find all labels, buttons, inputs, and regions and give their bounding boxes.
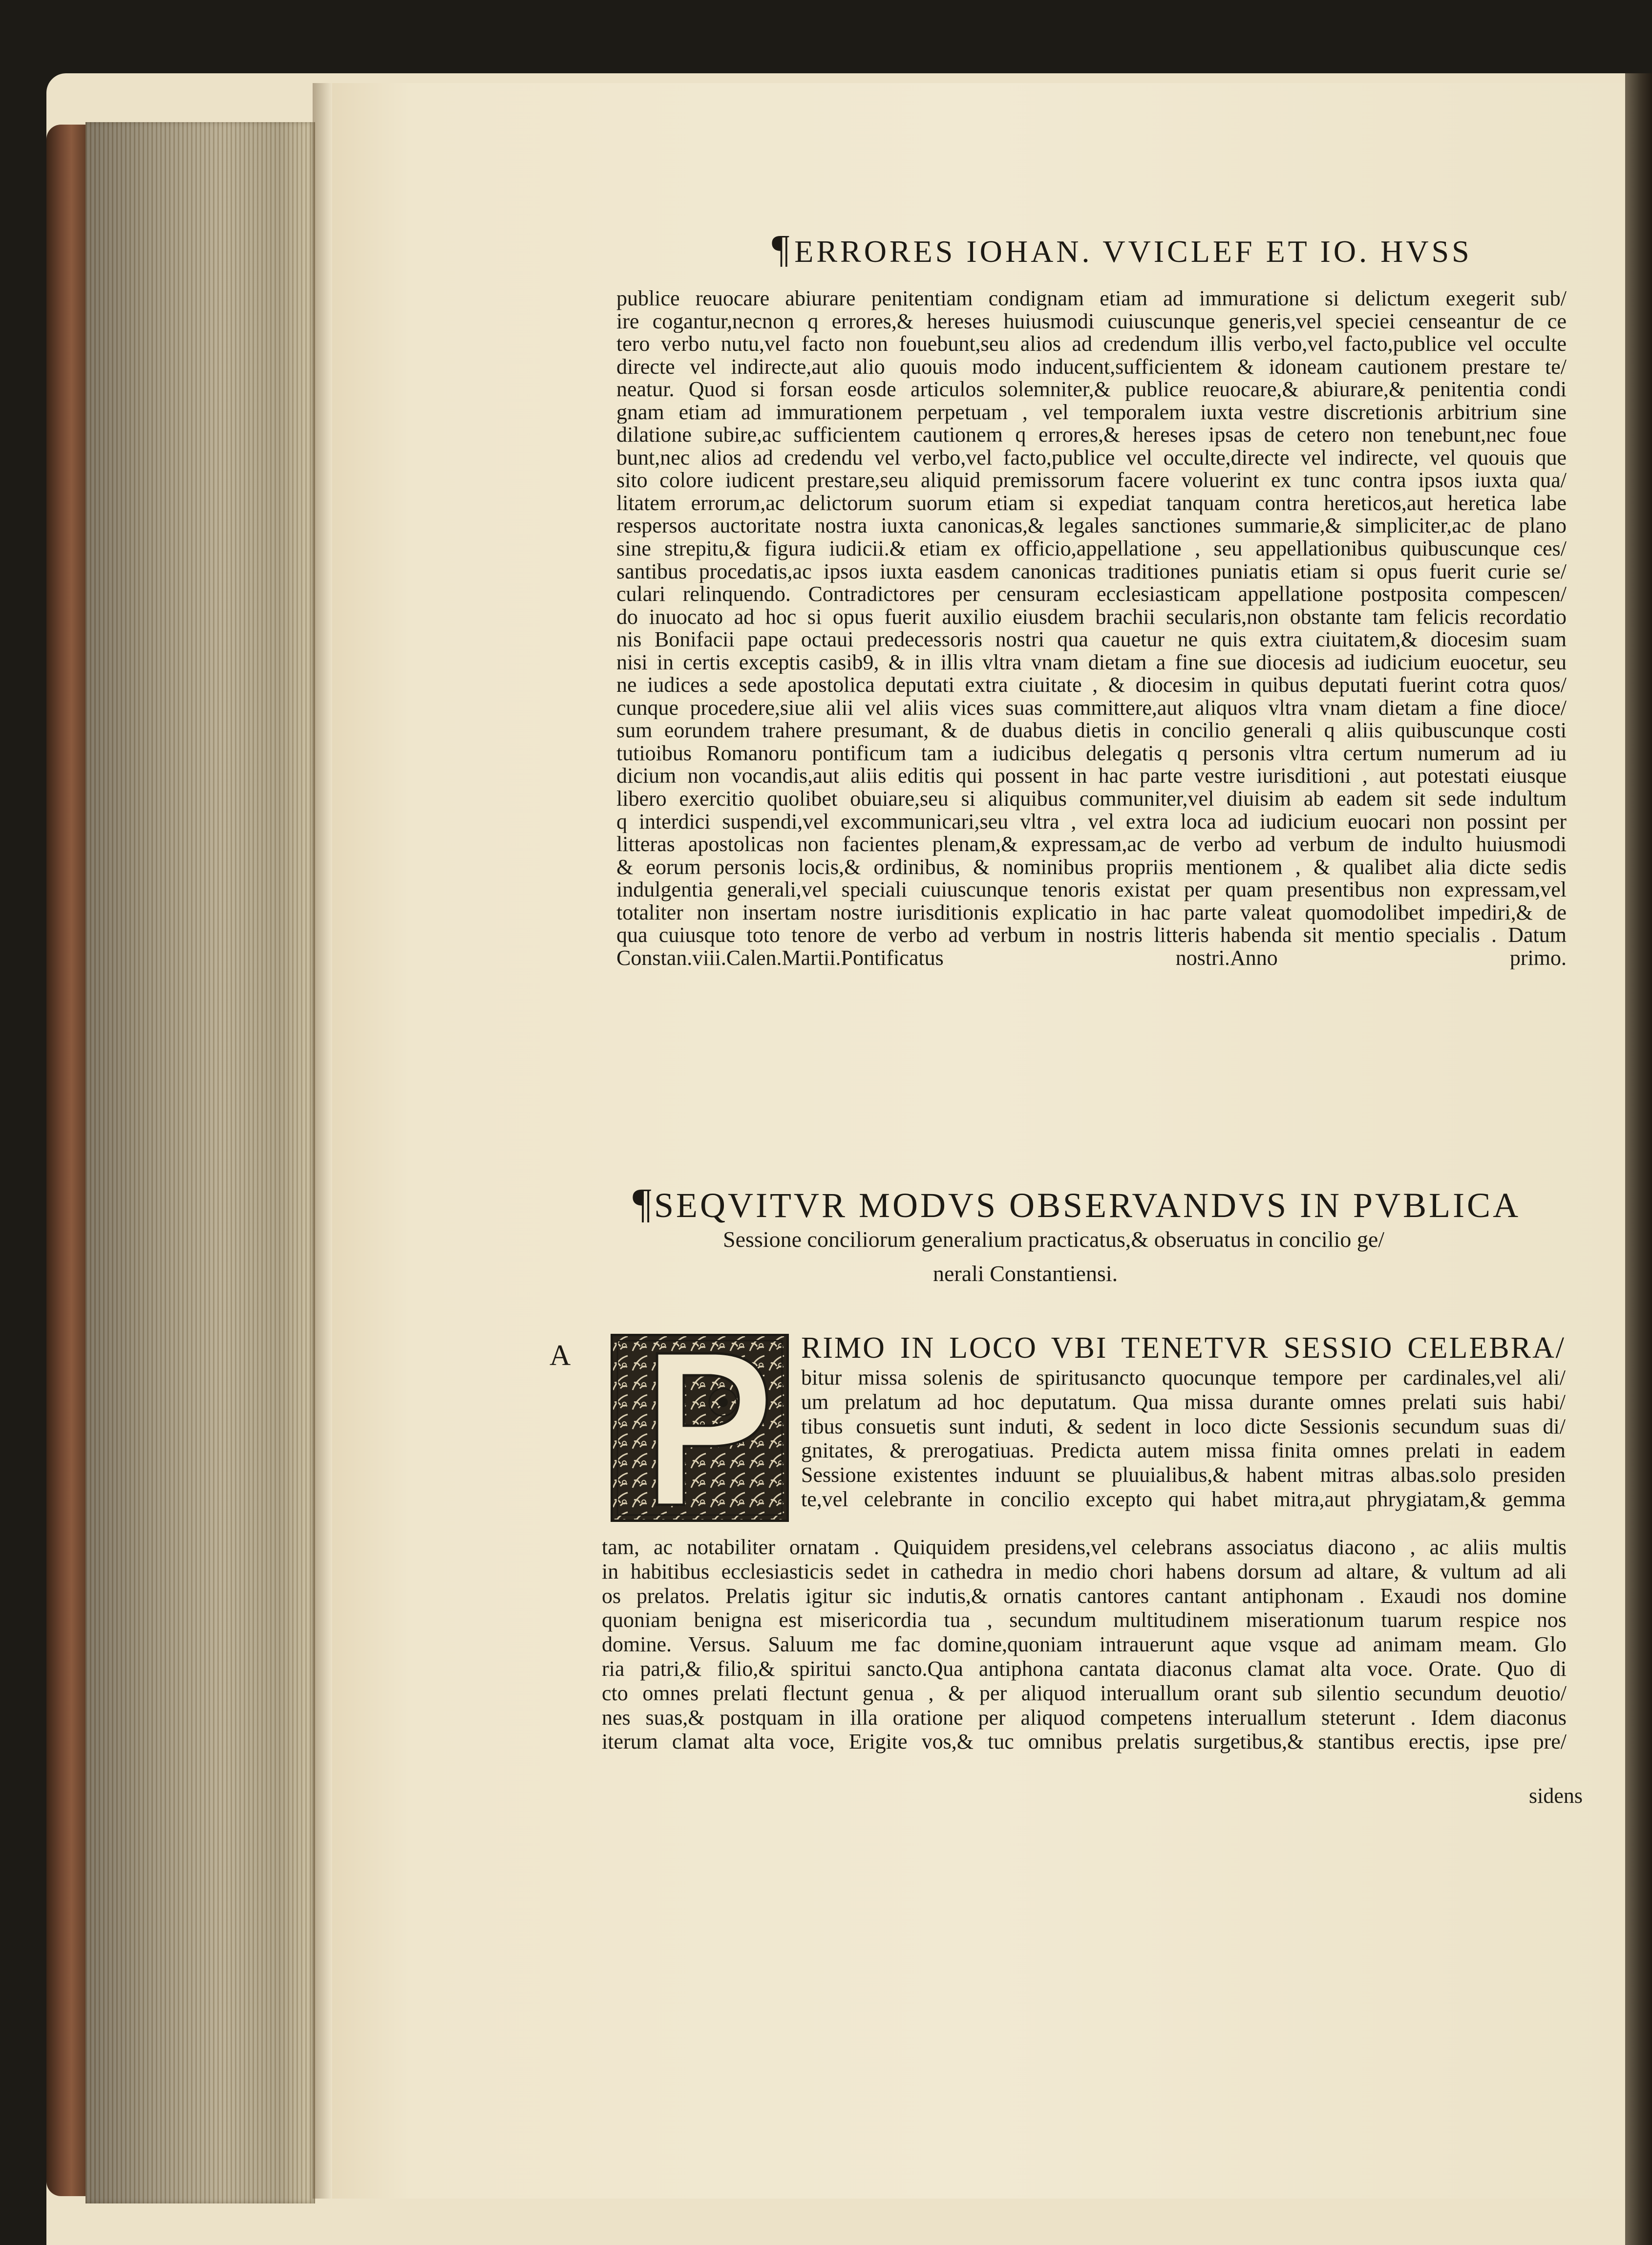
body-line: & eorum personis locis,& ordinibus, & nominibus propriis mentionem , & qualibet alia dicte sedis <box>616 855 1567 879</box>
body-line: neatur. Quod si forsan eosde articulos solemniter,& publice reuocare,& abiurare,& penitentia condi <box>616 378 1567 401</box>
primo-line: cto omnes prelati flectunt genua , & per aliquod interuallum orant sub silentio secundum deuotio/ <box>602 1681 1567 1705</box>
primo-line: in habitibus ecclesiasticis sedet in cathedra in medio chori habens dorsum ad altare, & vultum ad ali <box>602 1559 1567 1583</box>
primo-line: domine. Versus. Saluum me fac domine,quoniam intrauerunt aque vsque ad animam meam. Glo <box>602 1632 1567 1657</box>
primo-line: ria patri,& filio,& spiritui sancto.Qua antiphona cantata diaconus clamat alta voce. Orate. Quo di <box>602 1656 1567 1681</box>
body-line: tero verbo nutu,vel facto non fouebunt,seu alios ad credendum illis verbo,vel facto,publice vel occulte <box>616 333 1567 356</box>
body-line: bunt,nec alios ad credendu vel verbo,vel facto,publice vel occulte,directe vel indirecte, vel quouis que <box>616 446 1567 470</box>
primo-full-lines <box>602 1535 1567 1754</box>
primo-line: os prelatos. Prelatis igitur sic indutis,& ornatis cantores cantant antiphonam . Exaudi nos domine <box>602 1583 1567 1608</box>
body-line: publice reuocare abiurare penitentiam condignam etiam ad immuratione si delictum exegerit sub/ <box>616 287 1567 310</box>
body-line: directe vel indirecte,aut alio quouis modo inducent,sufficientem & idoneam cautionem prestare te/ <box>616 355 1567 379</box>
primo-indented-line: gnitates, & prerogatiuas. Predicta autem missa finita omnes prelati in eadem <box>801 1438 1566 1463</box>
body-line: libero exercitio quolibet obuiare,seu si aliquibus communiter,vel diuisim ab eadem sit sede indultum <box>616 788 1567 811</box>
marginal-letter: A <box>550 1339 571 1371</box>
body-line: q interdici suspendi,vel excommunicari,seu vltra , vel extra loca ad iudicium euocari non possint per <box>616 810 1567 834</box>
body-line: do inuocato ad hoc si opus fuerit auxilio eiusdem brachii secularis,non obstante tam felicis recordatio <box>616 605 1567 629</box>
primo-indented-lines <box>801 1366 1566 1512</box>
primo-indented-line: bitur missa solenis de spiritusancto quocunque tempore per cardinales,vel ali/ <box>801 1366 1566 1390</box>
body-line: litteras apostolicas non facientes plenam,& expressam,ac de verbo ad verbum de indulto huiusmodi <box>616 833 1567 856</box>
primo-indented-line: tibus consuetis sunt induti, & sedent in loco dicte Sessionis secundum suas di/ <box>801 1414 1566 1438</box>
primo-first-line: RIMO IN LOCO VBI TENETVR SESSIO CELEBRA/ <box>801 1331 1566 1365</box>
body-line: nis Bonifacii pape octaui predecessoris nostri qua cauetur ne quis extra ciuitatem,& diocesim suam <box>616 628 1567 651</box>
body-line: sito colore iudicent prestare,seu aliquid premissorum facere voluerint ex tunc contra ipsos iuxta qua/ <box>616 469 1567 492</box>
catchword: sidens <box>1529 1784 1583 1808</box>
page-block-edge <box>85 122 315 2203</box>
body-line: dilatione subire,ac sufficientem cautionem q errores,& hereses ipsas de cetero non tenebunt,nec foue <box>616 424 1567 447</box>
gutter-shadow <box>313 83 332 2199</box>
leather-cover-edge <box>46 125 88 2196</box>
section-heading <box>633 1178 1536 1227</box>
primo-indented-line: Sessione existentes induunt se pluuialibus,& habent mitras albas.solo presiden <box>801 1463 1566 1487</box>
body-line: qua cuiusque toto tenore de verbo ad verbum in nostris litteris habenda sit mentio specialis . Datum <box>616 924 1567 947</box>
primo-line: iterum clamat alta voce, Erigite vos,& tuc omnibus prelatis surgetibus,& stantibus erectis, ipse pre/ <box>602 1730 1567 1754</box>
body-line: Constan.viii.Calen.Martii.Pontificatus nostri.Anno primo. <box>616 946 1567 970</box>
primo-line: tam, ac notabiliter ornatam . Quiquidem presidens,vel celebrans associatus diacono , ac aliis multis <box>602 1535 1567 1559</box>
body-line: tutioibus Romanoru pontificum tam a iudicibus delegatis q personis vltra certum numerum ad iu <box>616 742 1567 765</box>
body-line: cunque procedere,siue alii vel aliis vices suas committere,aut aliquos vltra vnam dietam a fine dioce/ <box>616 696 1567 720</box>
primo-line: nes suas,& postquam in illa oratione per aliquod competens interuallum steterunt . Idem diaconus <box>602 1705 1567 1730</box>
body-line: litatem errorum,ac delictorum suorum etiam si expediat tanquam contra hereticos,aut heretica labe <box>616 492 1567 515</box>
primo-indented-line: te,vel celebrante in concilio excepto qui habet mitra,aut phrygiatam,& gemma <box>801 1487 1566 1511</box>
body-line: sine strepitu,& figura iudicii.& etiam ex officio,appellatione , seu appellationibus quibuscunque ces/ <box>616 537 1567 560</box>
body-line: culari relinquendo. Contradictores per censuram ecclesiasticam appellatione postposita compescen/ <box>616 583 1567 606</box>
pilcrow-icon: ¶ <box>772 228 793 271</box>
pilcrow-icon: ¶ <box>633 1179 654 1226</box>
right-binding <box>1625 73 1652 2245</box>
woodcut-initial-icon <box>611 1334 789 1522</box>
body-line: santibus procedatis,ac ipsos iuxta easdem canonicas traditiones puniatis etiam si opus fuerit curie se/ <box>616 560 1567 583</box>
section-subtitle-line-1: Sessione conciliorum generalium practicatus,& obseruatus in concilio ge/ <box>723 1227 1385 1252</box>
body-line: ire cogantur,necnon q errores,& hereses huiusmodi cuiuscunque generis,vel speciei censeantur de ce <box>616 310 1567 333</box>
primo-line: quoniam benigna est misericordia tua , secundum multitudinem miserationum tuarum respice nos <box>602 1608 1567 1632</box>
body-line: dicium non vocandis,aut aliis editis qui possent in hac parte vestre iurisditioni , aut potestati eiusque <box>616 765 1567 788</box>
body-line: gnam etiam ad immurationem perpetuam , vel temporalem iuxta vestre discretionis arbitrium sine <box>616 401 1567 424</box>
running-head <box>772 227 1602 272</box>
body-text-block <box>616 287 1567 969</box>
body-line: indulgentia generali,vel speciali cuiuscunque tenoris existat per quam presentibus non expressam,vel <box>616 878 1567 901</box>
body-line: sum eorundem trahere presumant, & de duabus dietis in concilio generali q aliis quibuscunque costi <box>616 719 1567 742</box>
section-heading-text: SEQVITVR MODVS OBSERVANDVS IN PVBLICA <box>654 1186 1521 1225</box>
section-subtitle-line-2: nerali Constantiensi. <box>933 1261 1118 1286</box>
body-line: totaliter non insertam nostre iurisditionis explicatio in hac parte valeat quomodolibet impediri,& de <box>616 901 1567 924</box>
body-line: ne iudices a sede apostolica deputati extra ciuitate , & diocesim in quibus deputati fuerint cotra quos/ <box>616 674 1567 697</box>
primo-indented-line: um prelatum ad hoc deputatum. Qua missa durante omnes prelati suis habi/ <box>801 1390 1566 1414</box>
body-line: respersos auctoritate nostra iuxta canonicas,& legales sanctiones summarie,& simpliciter,ac de plano <box>616 514 1567 538</box>
running-head-text: ERRORES IOHAN. VVICLEF ET IO. HVSS <box>794 234 1472 269</box>
decorated-initial <box>611 1334 789 1522</box>
body-line: nisi in certis exceptis casib9, & in illis vltra vnam dietam a fine sue diocesis ad iudicium euocetur, seu <box>616 651 1567 674</box>
